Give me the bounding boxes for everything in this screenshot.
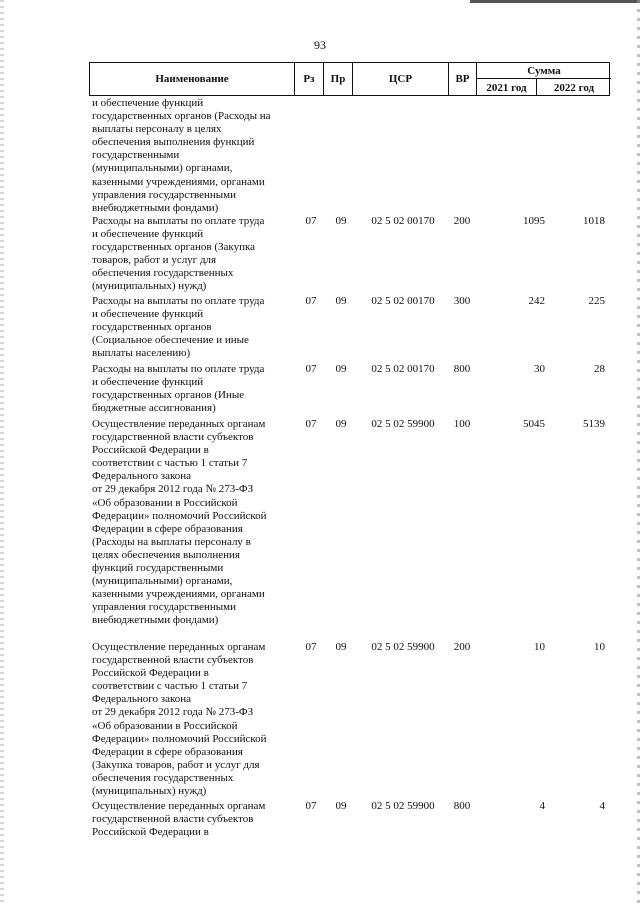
row-sum-2021: 1095 [523,215,545,227]
row-name: Расходы на выплаты по оплате труда и обеспечение функций государственных органов (Иные бюджетные ассигнования) [92,363,265,415]
row-vr: 300 [453,295,471,307]
row-csr: 02 5 02 59900 [371,418,435,430]
row-rz: 07 [305,295,317,307]
row-vr: 200 [453,215,471,227]
row-sum-2022: 28 [594,363,605,375]
row-sum-2021: 242 [528,295,545,307]
header-pr: Пр [324,63,353,95]
row-sum-2021: 4 [539,800,545,812]
header-sum-group [477,63,611,95]
table-row [92,215,612,295]
row-csr: 02 5 02 00170 [371,363,435,375]
scan-edge-left [0,0,4,905]
row-rz: 07 [305,215,317,227]
row-name: Осуществление переданных органам государственной власти субъектов Российской Федерации в соответствии с частью 1 статьи 7 Федерального закона от 29 декабря 2012 года № 273-ФЗ «Об образовании в Российской Федерации» полномочий Российской Федерации в сфере образования (Расходы на выплаты персоналу в целях обеспечения выполнения функций государственными (муниципальными) органами, казенными учреждениями, органами управления государственными внебюджетными фондами) [92,418,267,627]
header-vr: ВР [449,63,477,95]
table-row [92,295,612,363]
table-header [89,62,610,96]
row-sum-2022: 1018 [583,215,605,227]
row-pr: 09 [335,295,347,307]
table-row [92,418,612,641]
table-row [92,363,612,418]
scan-edge-top [470,0,640,3]
row-name: Осуществление переданных органам государственной власти субъектов Российской Федерации в [92,800,266,839]
row-sum-2022: 225 [588,295,605,307]
row-pr: 09 [335,363,347,375]
page-number: 93 [314,38,326,52]
row-vr: 800 [453,363,471,375]
header-name: Наименование [90,63,295,95]
row-name: Осуществление переданных органам государственной власти субъектов Российской Федерации в соответствии с частью 1 статьи 7 Федерального закона от 29 декабря 2012 года № 273-ФЗ «Об образовании в Российской Федерации» полномочий Российской Федерации в сфере образования (Закупка товаров, работ и услуг для обеспечения государственных (муниципальных) нужд) [92,641,267,798]
header-csr: ЦСР [353,63,449,95]
row-pr: 09 [335,418,347,430]
row-sum-2022: 5139 [583,418,605,430]
row-rz: 07 [305,418,317,430]
table-row [92,97,612,215]
row-vr: 800 [453,800,471,812]
row-rz: 07 [305,641,317,653]
row-csr: 02 5 02 59900 [371,800,435,812]
row-pr: 09 [335,641,347,653]
row-sum-2022: 4 [599,800,605,812]
row-name: Расходы на выплаты по оплате труда и обеспечение функций государственных органов (Социальное обеспечение и иные выплаты населению) [92,295,265,360]
row-pr: 09 [335,215,347,227]
header-year-2021: 2021 год [477,79,537,96]
header-year-2022: 2022 год [553,81,595,94]
table-body [92,97,612,842]
row-sum-2021: 5045 [523,418,545,430]
row-rz: 07 [305,800,317,812]
header-rz: Рз [295,63,324,95]
row-csr: 02 5 02 59900 [371,641,435,653]
row-vr: 100 [453,418,471,430]
table-row [92,800,612,842]
row-name: и обеспечение функций государственных органов (Расходы на выплаты персоналу в целях обеспечения выполнения функций государственными (муниципальными) органами, казенными учреждениями, органами управления государственными внебюджетными фондами) [92,97,271,214]
row-sum-2021: 30 [534,363,545,375]
row-vr: 200 [453,641,471,653]
row-sum-2021: 10 [534,641,545,653]
row-pr: 09 [335,800,347,812]
row-name: Расходы на выплаты по оплате труда и обеспечение функций государственных органов (Закупка товаров, работ и услуг для обеспечения государственных (муниципальных) нужд) [92,215,265,293]
row-rz: 07 [305,363,317,375]
row-csr: 02 5 02 00170 [371,295,435,307]
header-sum: Сумма [477,63,611,79]
table-row [92,641,612,800]
row-csr: 02 5 02 00170 [371,215,435,227]
row-sum-2022: 10 [594,641,605,653]
